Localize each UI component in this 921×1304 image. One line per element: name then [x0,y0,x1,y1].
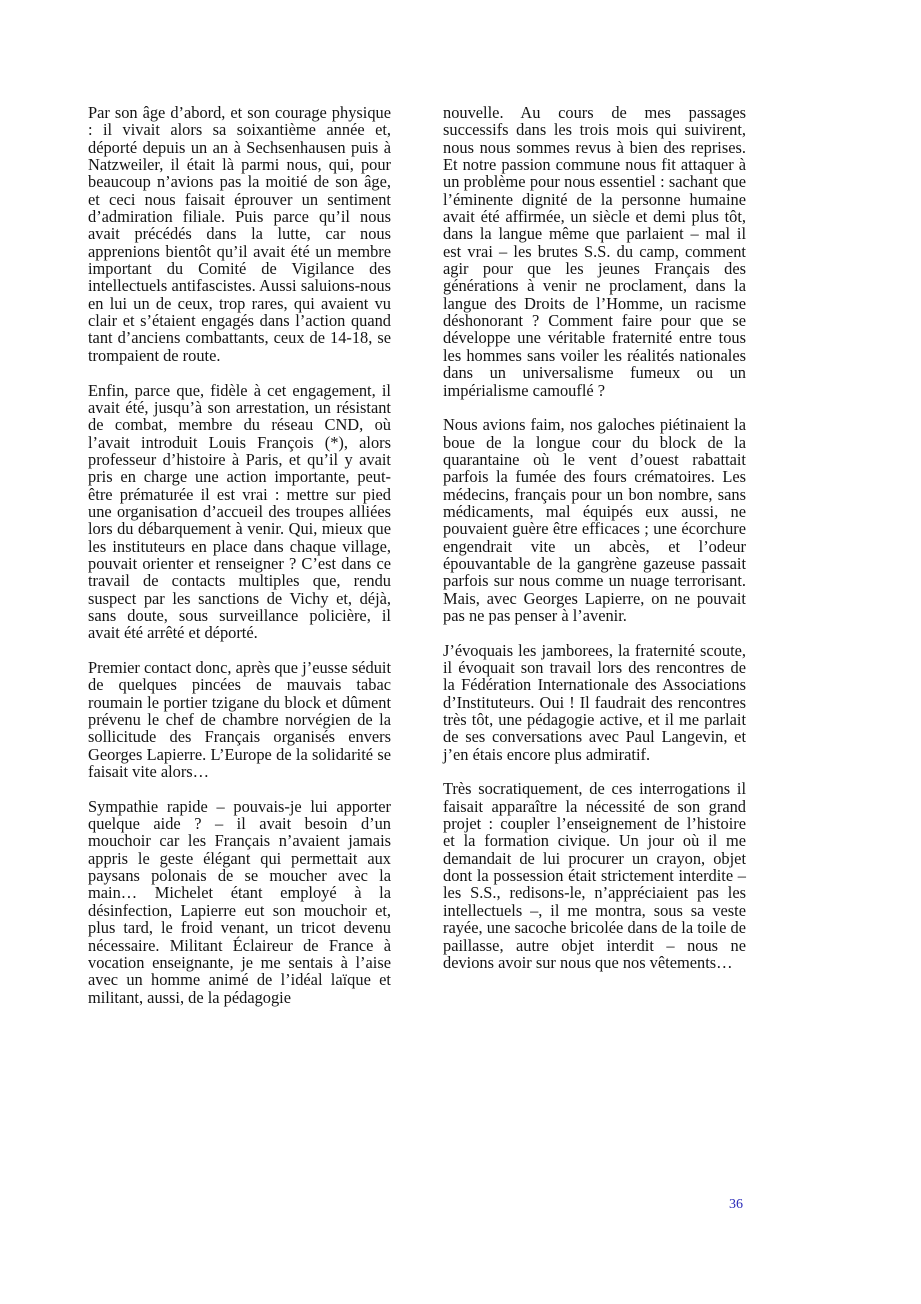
page-number: 36 [729,1197,743,1212]
paragraph: Enfin, parce que, fidèle à cet engagement, il avait été, jusqu’à son arrestation, un résistant de combat, membre du réseau CND, où l’avait introduit Louis François (*), alors professeur d’histoire à Paris, et qu’il y avait pris en charge une action importante, peut-être prématurée il est vrai : mettre sur pied une organisation d’accueil des troupes alliées lors du débarquement à venir. Qui, mieux que les instituteurs en place dans chaque village, pouvait orienter et renseigner ? C’est dans ce travail de contacts multiples que, rendu suspect par les sanctions de Vichy et, déjà, sans doute, sous surveillance policière, il avait été arrêté et déporté. [88,380,391,643]
left-column [88,104,391,1006]
paragraph: Nous avions faim, nos galoches piétinaient la boue de la longue cour du block de la quarantaine où le vent d’ouest rabattait parfois la fumée des fours crématoires. Les médecins, français pour un bon nombre, sans médicaments, mal équipés eux aussi, ne pouvaient guère être efficaces ; une écorchure engendrait vite un abcès, et l’odeur épouvantable de la gangrène gazeuse passait parfois sur nous comme un nuage terrorisant. Mais, avec Georges Lapierre, on ne pouvait pas ne pas penser à l’avenir. [443,415,746,625]
paragraph: nouvelle. Au cours de mes passages successifs dans les trois mois qui suivirent, nous nous sommes revus à bien des reprises. Et notre passion commune nous fit attaquer à un problème pour nous essentiel : sachant que l’éminente dignité de la personne humaine avait été affirmée, un siècle et demi plus tôt, dans la langue même que parlaient – mal il est vrai – les brutes S.S. du camp, comment agir pour que les jeunes Français des générations à venir ne proclament, dans la langue des Droits de l’Homme, un racisme déshonorant ? Comment faire pour que se développe une véritable fraternité entre tous les hommes sans voiler les réalités nationales dans un universalisme fumeux ou un impérialisme camouflé ? [443,103,746,400]
paragraph: Premier contact donc, après que j’eusse séduit de quelques pincées de mauvais tabac roumain le portier tzigane du block et dûment prévenu le chef de chambre norvégien de la sollicitude des Français organisés envers Georges Lapierre. L’Europe de la solidarité se faisait vite alors… [88,658,391,782]
paragraph: J’évoquais les jamborees, la fraternité scoute, il évoquait son travail lors des rencontres de la Fédération Internationale des Associations d’Instituteurs. Oui ! Il faudrait des rencontres très tôt, une pédagogie active, et il me parlait de ses conversations avec Paul Langevin, et j’en étais encore plus admiratif. [443,640,746,764]
paragraph: Très socratiquement, de ces interrogations il faisait apparaître la nécessité de son grand projet : coupler l’enseignement de l’histoire et la formation civique. Un jour où il me demandait de lui procurer un crayon, objet dont la possession était strictement interdite – les S.S., redisons-le, n’appréciaient pas les intellectuels –, il me montra, sous sa veste rayée, une sacoche bricolée dans de la toile de paillasse, autre objet interdit – nous ne devions avoir sur nous que nos vêtements… [443,779,746,972]
right-column [443,104,746,971]
paragraph: Sympathie rapide – pouvais-je lui apporter quelque aide ? – il avait besoin d’un mouchoir car les Français n’avaient jamais appris le geste élégant qui permettait aux paysans polonais de se moucher avec la main… Michelet étant employé à la désinfection, Lapierre eut son mouchoir et, plus tard, le froid venant, un tricot devenu nécessaire. Militant Éclaireur de France à vocation enseignante, je me sentais à l’aise avec un homme animé de l’idéal laïque et militant, aussi, de la pédagogie [88,796,391,1007]
paragraph: Par son âge d’abord, et son courage physique : il vivait alors sa soixantième année et, déporté depuis un an à Sechsenhausen puis à Natzweiler, il était là parmi nous, qui, pour beaucoup n’avions pas la moitié de son âge, et ceci nous faisait éprouver un sentiment d’admiration filiale. Puis parce qu’il nous avait précédés dans la lutte, car nous apprenions bientôt qu’il avait été un membre important du Comité de Vigilance des intellectuels antifascistes. Aussi saluions-nous en lui un de ceux, trop rares, qui avaient vu clair et s’étaient engagés dans l’action quand tant d’anciens combattants, ceux de 14-18, se trompaient de route. [88,103,391,365]
